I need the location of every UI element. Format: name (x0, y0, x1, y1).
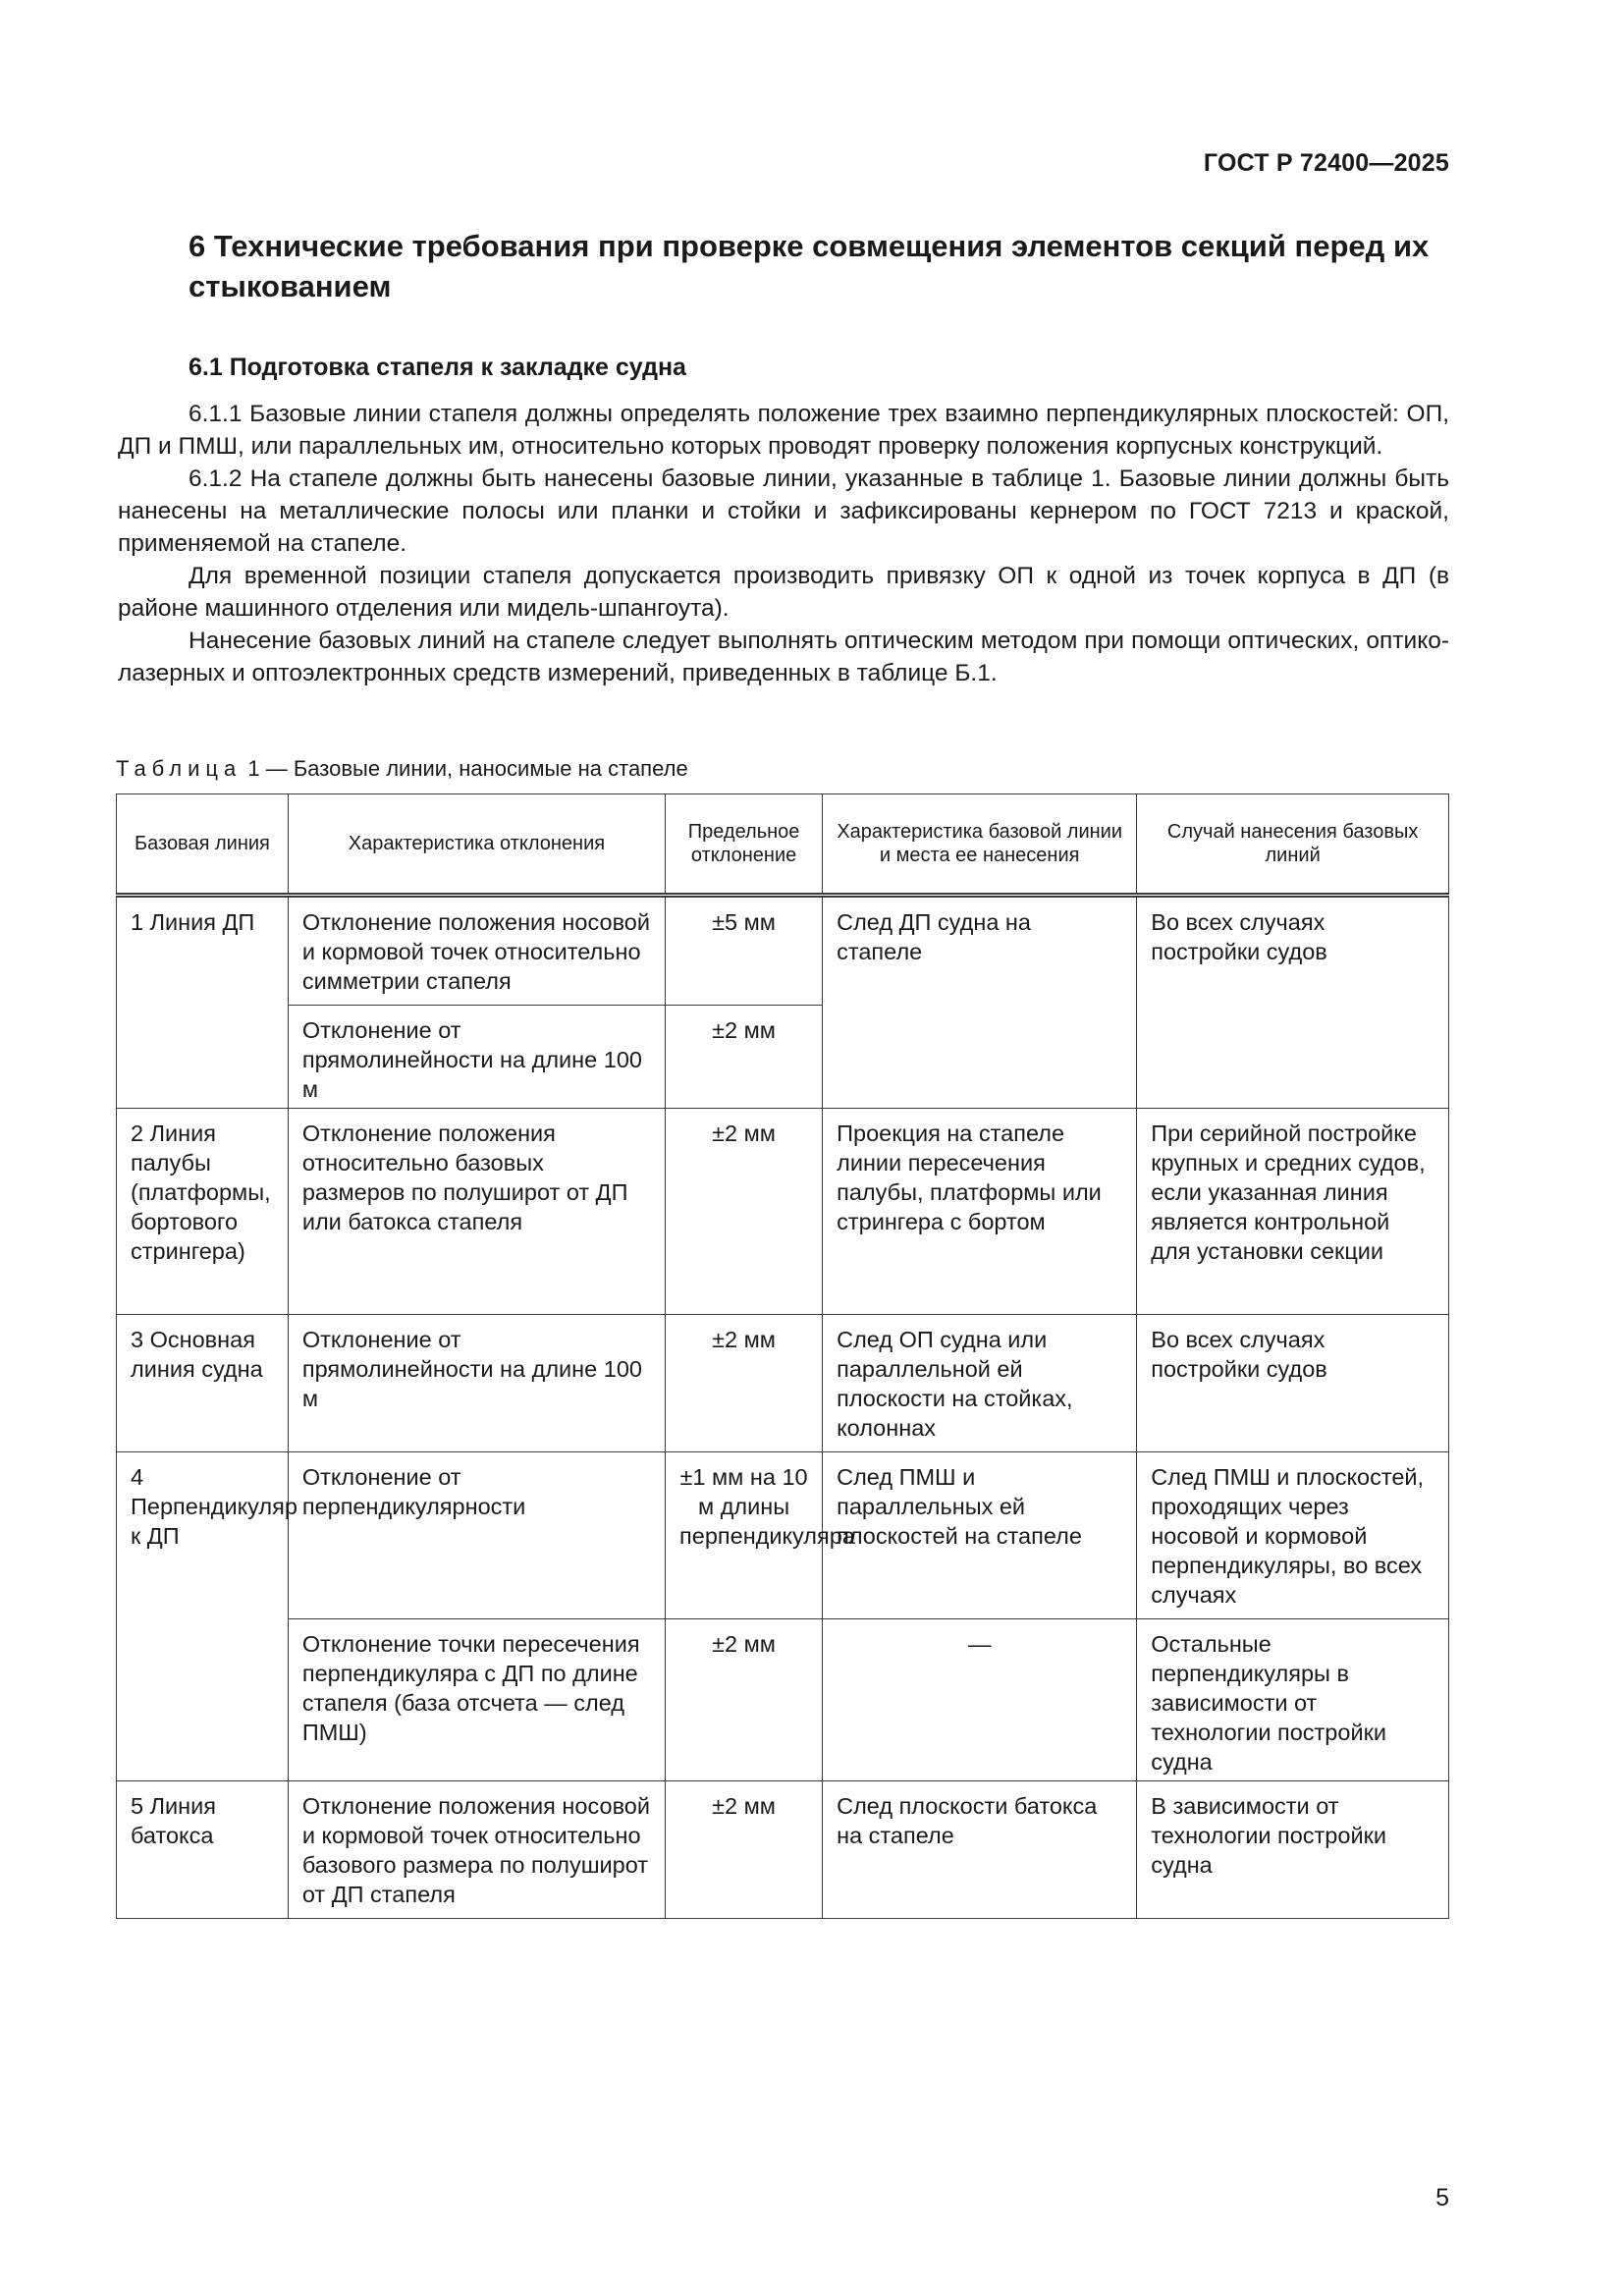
paragraph-temporary-position: Для временной позиции стапеля допускается производить привязку ОП к одной из точек корпуса в ДП (в районе машинного отделения или мидель-шпангоута). (118, 563, 1449, 622)
cell-placement: След ОП судна или параллельной ей плоскости на стойках, колоннах (823, 1315, 1137, 1452)
cell-limit: ±1 мм на 10 м длины перпендикуляра (666, 1452, 823, 1619)
cell-case: Остальные перпендикуляры в зависимости от технологии постройки судна (1137, 1619, 1449, 1781)
table-caption-label: Таблица (116, 756, 243, 781)
header-line-characteristic: Характеристика базовой линии и места ее нанесения (823, 794, 1137, 896)
cell-case: Во всех случаях постройки судов (1137, 1315, 1449, 1452)
header-base-line: Базовая линия (117, 794, 289, 896)
header-deviation-characteristic: Характеристика отклонения (288, 794, 665, 896)
cell-base-line: 2 Линия палубы (платформы, бортового стрингера) (117, 1109, 289, 1315)
table-header-row (117, 794, 1449, 896)
cell-placement: — (823, 1619, 1137, 1781)
cell-case: В зависимости от технологии постройки судна (1137, 1781, 1449, 1919)
table-row (117, 1109, 1449, 1315)
section-title: 6 Технические требования при проверке совмещения элементов секций перед их стыкованием (189, 229, 1430, 303)
document-code: ГОСТ Р 72400—2025 (1203, 149, 1449, 177)
table-row (117, 896, 1449, 1006)
cell-limit: ±2 мм (666, 1315, 823, 1452)
cell-limit: ±2 мм (666, 1109, 823, 1315)
cell-placement: Проекция на стапеле линии пересечения палубы, платформы или стрингера с бортом (823, 1109, 1137, 1315)
cell-limit: ±5 мм (666, 896, 823, 1006)
table-row (117, 1452, 1449, 1619)
cell-base-line: 3 Основная линия судна (117, 1315, 289, 1452)
cell-case: Во всех случаях постройки судов (1137, 896, 1449, 1109)
cell-deviation: Отклонение от прямолинейности на длине 100 м (288, 1006, 665, 1109)
cell-base-line: 5 Линия батокса (117, 1781, 289, 1919)
cell-deviation: Отклонение положения носовой и кормовой точек относительно базового размера по полуширот от ДП стапеля (288, 1781, 665, 1919)
table-caption-title: 1 — Базовые линии, наносимые на стапеле (247, 756, 688, 781)
cell-limit: ±2 мм (666, 1006, 823, 1109)
cell-deviation: Отклонение положения носовой и кормовой точек относительно симметрии стапеля (288, 896, 665, 1006)
cell-deviation: Отклонение от перпендикулярности (288, 1452, 665, 1619)
cell-case: След ПМШ и плоскостей, проходящих через носовой и кормовой перпендикуляры, во всех случаях (1137, 1452, 1449, 1619)
cell-case: При серийной постройке крупных и средних судов, если указанная линия является контрольной для установки секции (1137, 1109, 1449, 1315)
paragraph-6-1-2: 6.1.2 На стапеле должны быть нанесены базовые линии, указанные в таблице 1. Базовые линии должны быть нанесены на металлические полосы или планки и стойки и зафиксированы кернером по ГОСТ 7213 и краской, применяемой на стапеле. (118, 465, 1449, 557)
table-row (117, 1619, 1449, 1781)
body-text (118, 398, 1449, 689)
header-limit-deviation: Предельное отклонение (666, 794, 823, 896)
cell-base-line: 4 Перпендикуляр к ДП (117, 1452, 289, 1781)
cell-placement: След ПМШ и параллельных ей плоскостей на стапеле (823, 1452, 1137, 1619)
cell-deviation: Отклонение от прямолинейности на длине 100 м (288, 1315, 665, 1452)
cell-base-line: 1 Линия ДП (117, 896, 289, 1109)
table-caption (116, 754, 1447, 784)
table-row (117, 1315, 1449, 1452)
cell-placement: След ДП судна на стапеле (823, 896, 1137, 1109)
base-lines-table (116, 793, 1449, 1919)
header-application-case: Случай нанесения базовых линий (1137, 794, 1449, 896)
cell-limit: ±2 мм (666, 1781, 823, 1919)
paragraph-optical-method: Нанесение базовых линий на стапеле следует выполнять оптическим методом при помощи оптических, оптико-лазерных и оптоэлектронных средств измерений, приведенных в таблице Б.1. (118, 628, 1449, 686)
cell-deviation: Отклонение точки пересечения перпендикуляра с ДП по длине стапеля (база отсчета — след ПМШ) (288, 1619, 665, 1781)
cell-placement: След плоскости батокса на стапеле (823, 1781, 1137, 1919)
cell-limit: ±2 мм (666, 1619, 823, 1781)
cell-deviation: Отклонение положения относительно базовых размеров по полуширот от ДП или батокса стапеля (288, 1109, 665, 1315)
subsection-title: 6.1 Подготовка стапеля к закладке судна (189, 354, 686, 381)
table-row (117, 1781, 1449, 1919)
paragraph-6-1-1: 6.1.1 Базовые линии стапеля должны определять положение трех взаимно перпендикулярных плоскостей: ОП, ДП и ПМШ, или параллельных им, относительно которых проводят проверку положения корпусных конструкций. (118, 401, 1449, 460)
page-number: 5 (1435, 2184, 1449, 2212)
